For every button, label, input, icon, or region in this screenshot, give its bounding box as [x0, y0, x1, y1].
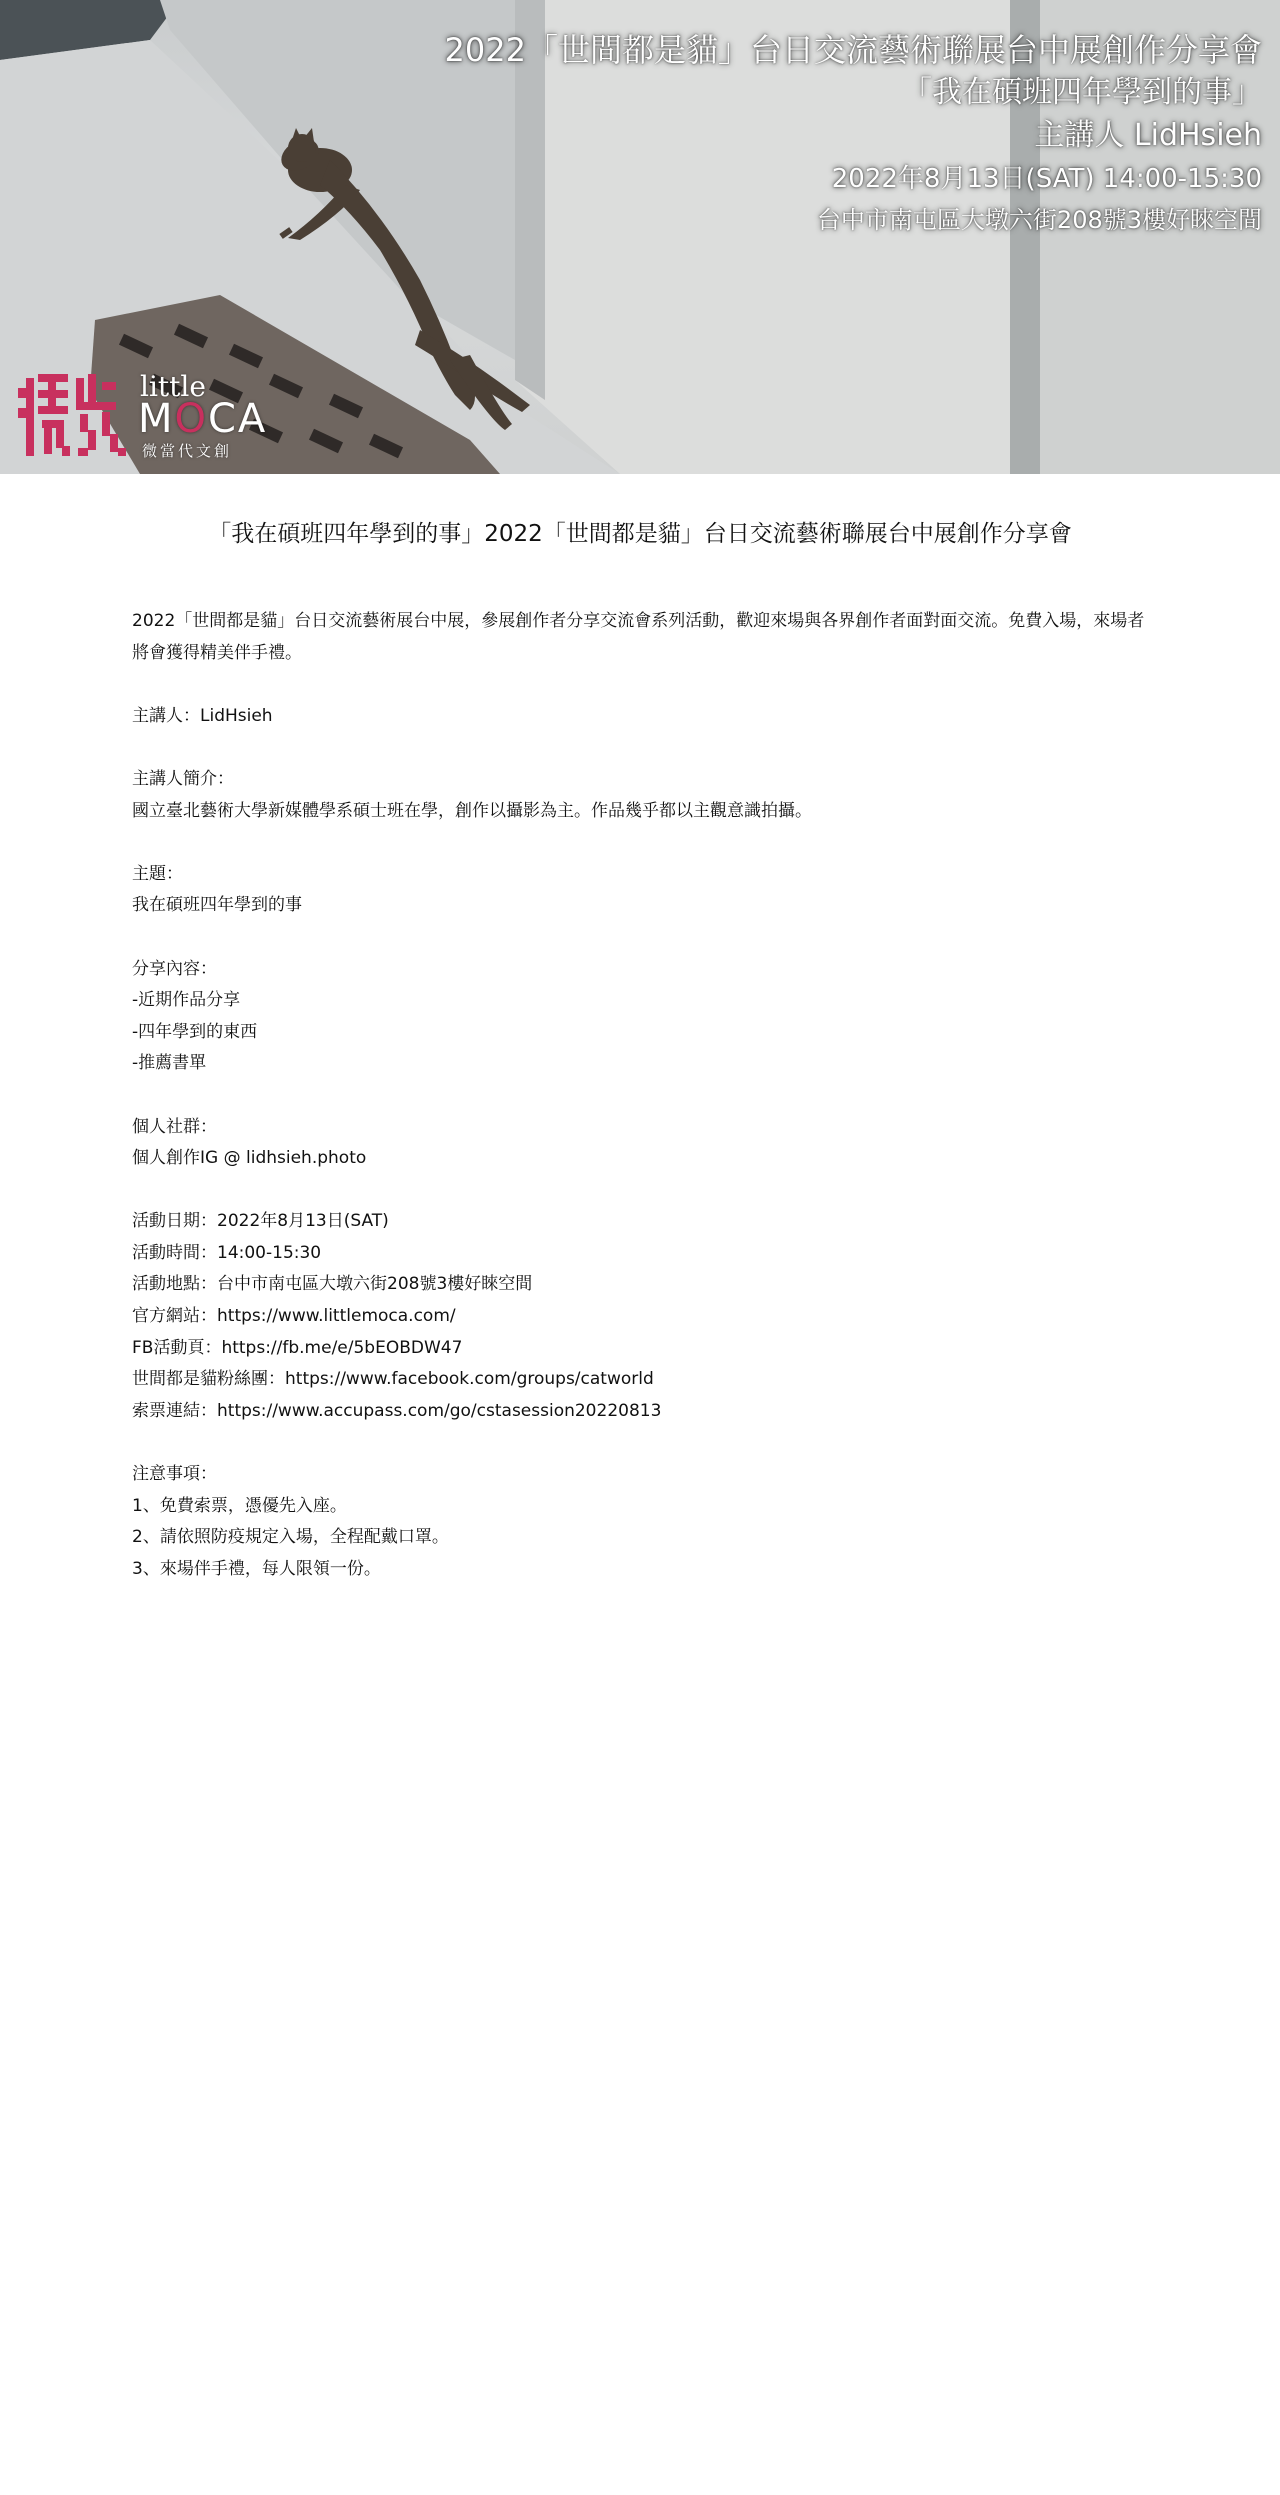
event-banner: [0, 0, 1280, 474]
notice-item: 1、免費索票，憑優先入座。: [132, 1495, 347, 1516]
notice-item: 3、來場伴手禮，每人限領一份。: [132, 1558, 381, 1579]
speaker-bio-label: 主講人簡介：: [132, 768, 234, 789]
notice-label: 注意事項：: [132, 1464, 217, 1485]
content-label: 分享內容：: [132, 958, 217, 979]
logo-wordmark-little: little: [140, 370, 206, 403]
ticket-link: 索票連結：https://www.accupass.com/go/cstasession20220813: [132, 1400, 662, 1421]
event-details: [0, 514, 1280, 1585]
content-item: -近期作品分享: [132, 990, 241, 1011]
event-intro: 2022「世間都是貓」台日交流藝術展台中展，參展創作者分享交流會系列活動，歡迎來場與各界創作者面對面交流。免費入場，來場者將會獲得精美伴手禮。: [132, 611, 1145, 663]
speaker-bio: 國立臺北藝術大學新媒體學系碩士班在學，創作以攝影為主。作品幾乎都以主觀意識拍攝。: [132, 800, 812, 821]
topic-label: 主題：: [132, 863, 183, 884]
event-location: 活動地點：台中市南屯區大墩六街208號3樓好睞空間: [132, 1274, 533, 1295]
event-description: [132, 606, 1152, 1585]
little-moca-logo: [18, 370, 278, 462]
banner-datetime: 2022年8月13日(SAT) 14:00-15:30: [831, 164, 1262, 194]
little-moca-pixel-mark-icon: [18, 374, 126, 460]
banner-session-title: 「我在碩班四年學到的事」: [902, 75, 1262, 110]
notice-item: 2、請依照防疫規定入場，全程配戴口罩。: [132, 1527, 449, 1548]
event-time: 活動時間：14:00-15:30: [132, 1242, 322, 1263]
speaker-line: 主講人：LidHsieh: [132, 705, 273, 726]
fan-group: 世間都是貓粉絲團：https://www.facebook.com/groups/catworld: [132, 1369, 654, 1390]
social-ig: 個人創作IG @ lidhsieh.photo: [132, 1148, 367, 1169]
banner-event-series-title: 2022「世間都是貓」台日交流藝術聯展台中展創作分享會: [444, 31, 1262, 69]
banner-text-block: [445, 28, 1262, 240]
banner-location: 台中市南屯區大墩六街208號3樓好睞空間: [816, 206, 1262, 234]
content-item: -四年學到的東西: [132, 1021, 258, 1042]
logo-wordmark-moca: MOCA: [138, 396, 268, 442]
event-date: 活動日期：2022年8月13日(SAT): [132, 1211, 389, 1232]
content-item: -推薦書單: [132, 1053, 207, 1074]
fb-event-page: FB活動頁：https://fb.me/e/5bEOBDW47: [132, 1337, 463, 1358]
banner-speaker: 主講人 LidHsieh: [1034, 118, 1262, 153]
official-website: 官方網站：https://www.littlemoca.com/: [132, 1306, 456, 1327]
logo-subtitle: 微當代文創: [142, 442, 233, 460]
topic: 我在碩班四年學到的事: [132, 895, 302, 916]
event-title: 「我在碩班四年學到的事」2022「世間都是貓」台日交流藝術聯展台中展創作分享會: [208, 521, 1072, 547]
social-label: 個人社群：: [132, 1116, 217, 1137]
